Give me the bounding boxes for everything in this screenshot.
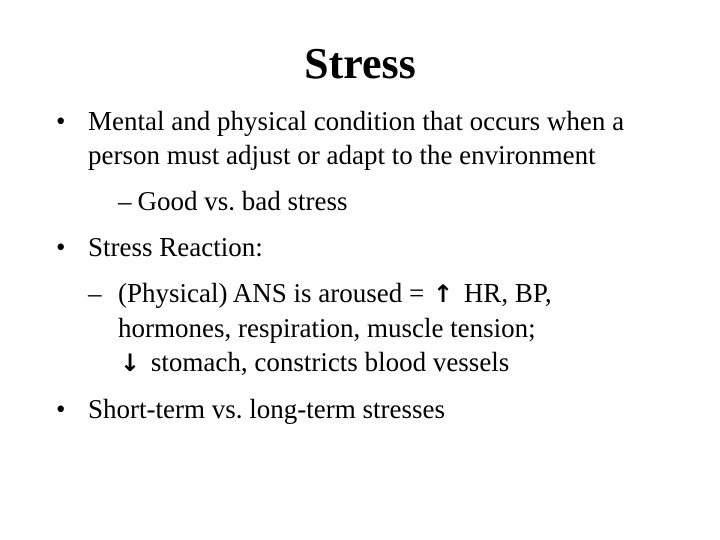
up-arrow-icon: ↑ bbox=[432, 280, 454, 308]
bullet-marker: • bbox=[56, 394, 66, 424]
dash-marker: – bbox=[88, 278, 102, 308]
sub-item-1 bbox=[0, 184, 720, 218]
slide-title: Stress bbox=[304, 39, 416, 88]
bullet-text-1: Mental and physical condition that occurs when a person must adjust or adapt to the environment bbox=[88, 106, 625, 170]
bullet-marker: • bbox=[56, 106, 66, 136]
slide-body bbox=[0, 104, 720, 438]
bullet-text-2: Stress Reaction: bbox=[88, 232, 263, 262]
down-arrow-icon: ↓ bbox=[120, 349, 141, 377]
dash-marker: – bbox=[118, 186, 132, 216]
sub-item-2 bbox=[0, 276, 720, 380]
bullet-item-2 bbox=[0, 230, 648, 264]
sub-text-2-start: (Physical) ANS is aroused = bbox=[118, 278, 431, 308]
bullet-marker: • bbox=[56, 232, 66, 262]
bullet-item-3 bbox=[0, 392, 648, 426]
bullet-text-3: Short-term vs. long-term stresses bbox=[88, 394, 445, 424]
sub-text-1: Good vs. bad stress bbox=[137, 186, 348, 216]
sub-text-2-end: stomach, constricts blood vessels bbox=[144, 347, 510, 377]
bullet-item-1 bbox=[0, 104, 648, 172]
sub-text-2-middle: HR, BP, hormones, respiration, muscle tension; bbox=[118, 278, 552, 343]
